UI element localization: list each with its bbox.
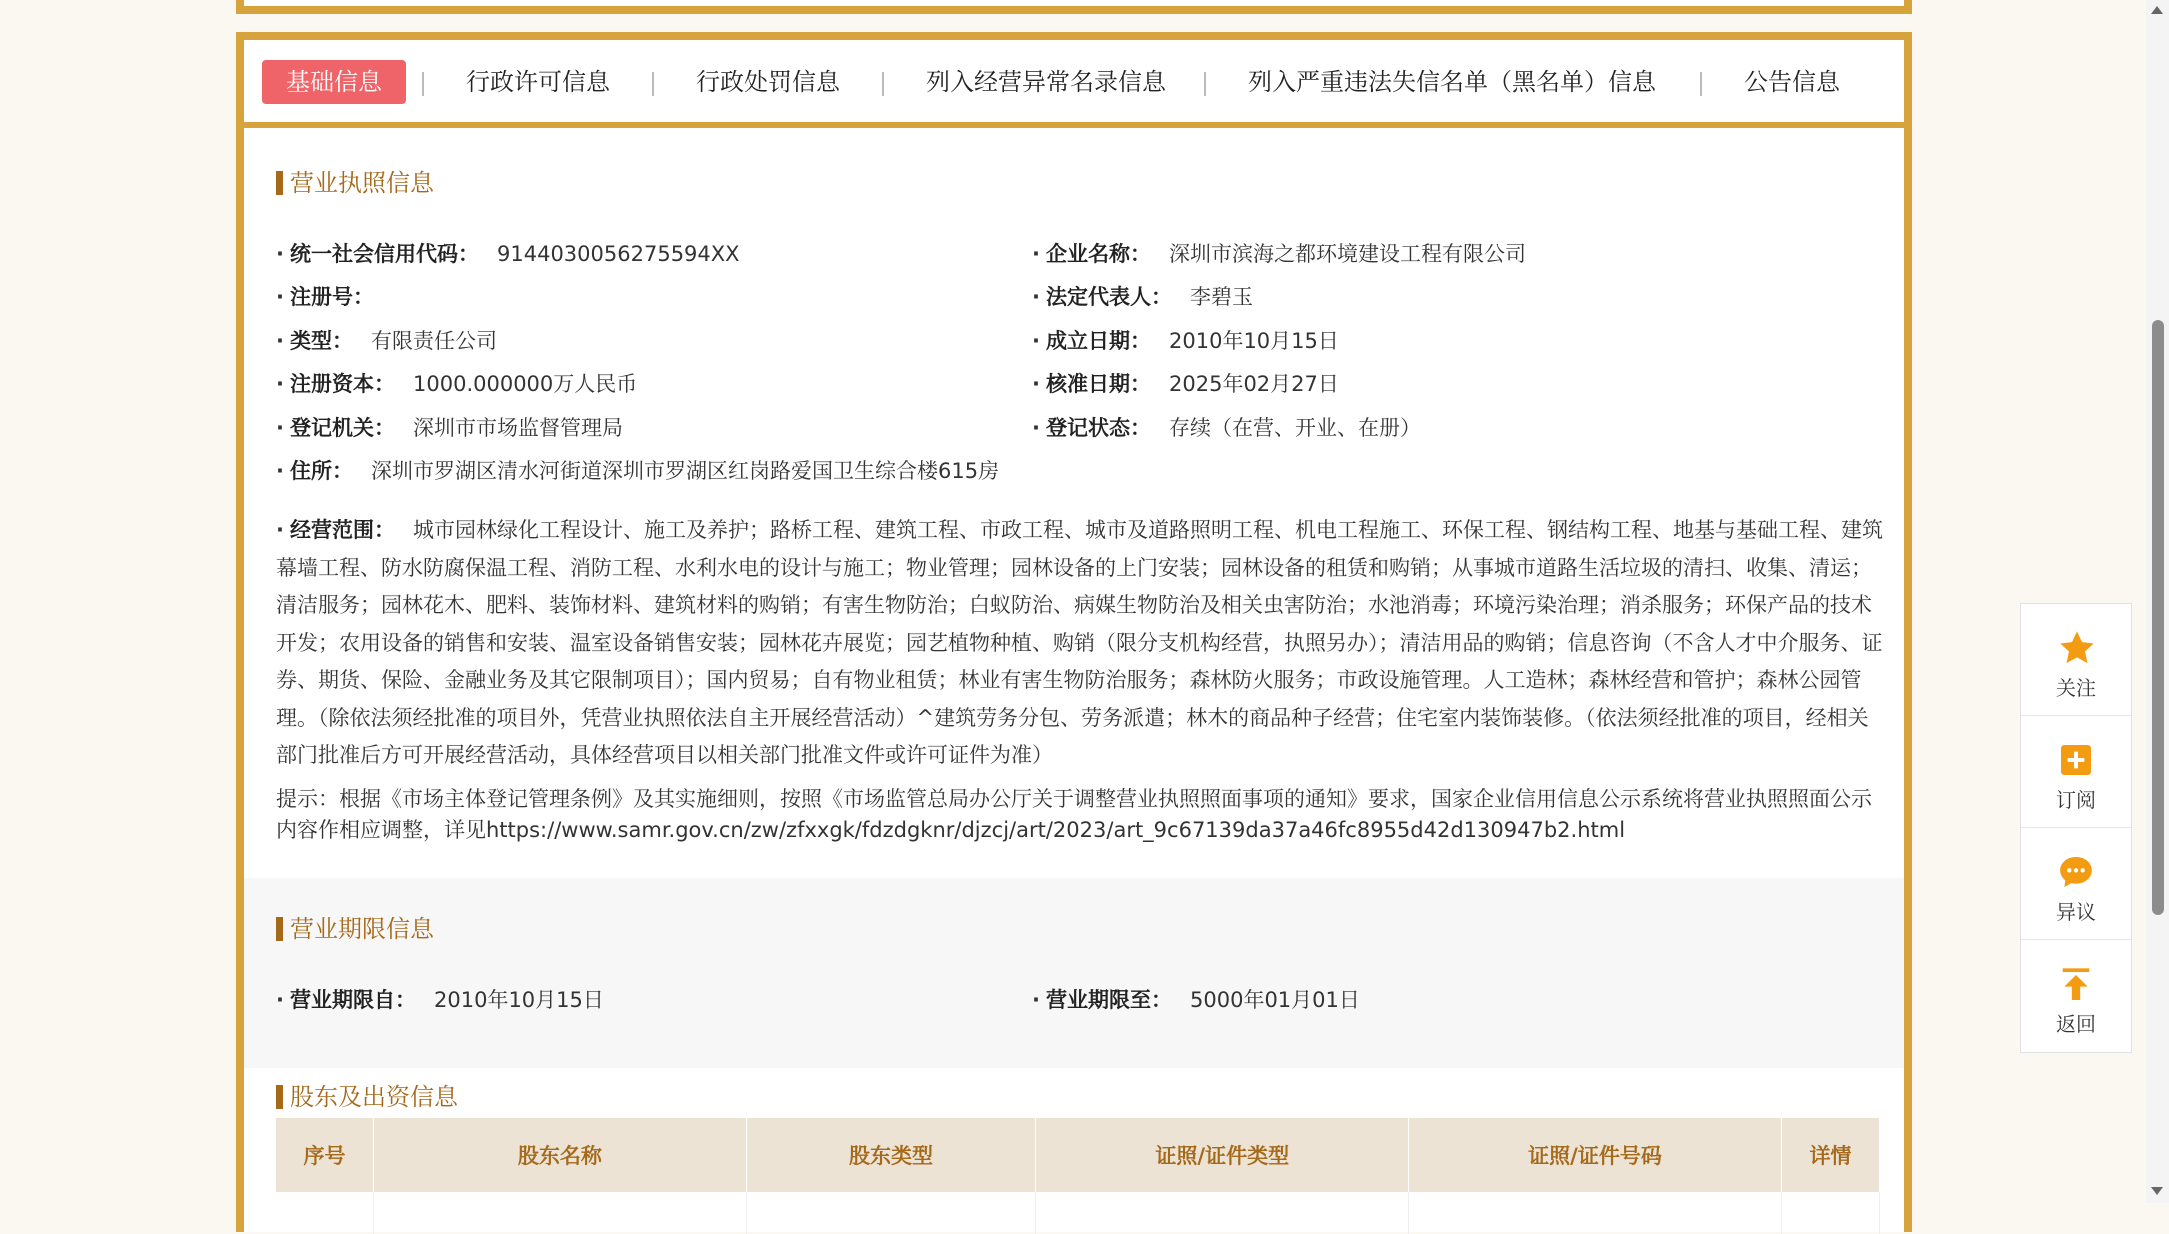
- follow-button[interactable]: [2021, 604, 2131, 716]
- subscribe-button[interactable]: [2021, 716, 2131, 828]
- type-label: 类型：: [290, 329, 353, 353]
- status-value: 存续（在营、开业、在册）: [1169, 416, 1421, 440]
- scrollbar-thumb[interactable]: [2152, 320, 2164, 915]
- approve-date-value: 2025年02月27日: [1169, 372, 1339, 396]
- scroll-down-arrow-icon[interactable]: [2151, 1187, 2163, 1195]
- tab-announcement[interactable]: 公告信息: [1744, 68, 1840, 96]
- address-value: 深圳市罗湖区清水河街道深圳市罗湖区红岗路爱国卫生综合楼615房: [371, 459, 1000, 483]
- est-date-label: 成立日期：: [1046, 329, 1151, 353]
- objection-label: 异议: [2056, 900, 2096, 924]
- tab-bar: [244, 40, 1904, 128]
- type-row: · 类型： 有限责任公司: [276, 329, 497, 353]
- tab-abnormal-list[interactable]: 列入经营异常名录信息: [926, 68, 1166, 96]
- tab-separator: [882, 72, 884, 96]
- tab-blacklist[interactable]: 列入严重违法失信名单（黑名单）信息: [1248, 68, 1656, 96]
- col-header-detail: 详情: [1781, 1118, 1879, 1192]
- plus-box-icon: [2056, 740, 2096, 780]
- address-row: · 住所： 深圳市罗湖区清水河街道深圳市罗湖区红岗路爱国卫生综合楼615房: [276, 459, 1000, 483]
- tab-admin-license[interactable]: 行政许可信息: [466, 68, 610, 96]
- objection-button[interactable]: [2021, 828, 2131, 940]
- authority-label: 登记机关：: [290, 416, 395, 440]
- term-to-label: 营业期限至：: [1046, 988, 1172, 1012]
- col-header-cert-no: 证照/证件号码: [1409, 1118, 1782, 1192]
- credit-code-label: 统一社会信用代码：: [290, 242, 479, 266]
- table-header-row: [276, 1118, 1880, 1192]
- main-card: [236, 32, 1912, 1232]
- legal-rep-value: 李碧玉: [1190, 285, 1253, 309]
- tab-separator: [1204, 72, 1206, 96]
- back-to-top-button[interactable]: [2021, 940, 2131, 1052]
- status-row: · 登记状态： 存续（在营、开业、在册）: [1032, 416, 1421, 440]
- scroll-up-arrow-icon[interactable]: [2151, 6, 2163, 14]
- capital-value: 1000.000000万人民币: [413, 372, 638, 396]
- approve-date-label: 核准日期：: [1046, 372, 1151, 396]
- est-date-row: · 成立日期： 2010年10月15日: [1032, 329, 1339, 353]
- tab-separator: [652, 72, 654, 96]
- arrow-up-icon: [2056, 964, 2096, 1006]
- term-to-value: 5000年01月01日: [1190, 988, 1360, 1012]
- previous-card-bottom: [236, 0, 1912, 14]
- table-row: [276, 1192, 1880, 1234]
- status-label: 登记状态：: [1046, 416, 1151, 440]
- tab-admin-penalty[interactable]: 行政处罚信息: [696, 68, 840, 96]
- term-from-label: 营业期限自：: [290, 988, 416, 1012]
- chat-bubble-icon: [2056, 852, 2096, 892]
- col-header-type: 股东类型: [746, 1118, 1036, 1192]
- col-header-name: 股东名称: [374, 1118, 747, 1192]
- business-scope: · 经营范围： 城市园林绿化工程设计、施工及养护；路桥工程、建筑工程、市政工程、城市及道路照明工程、机电工程施工、环保工程、钢结构工程、地基与基础工程、建筑幕墙工程、防水防腐保温工程、消防工程、水利水电的设计与施工；物业管理；园林设备的上门安装；园林设备的租赁和购销；从事城市道路生活垃圾的清扫、收集、清运；清洁服务；园林花木、肥料、装饰材料、建筑材料的购销；有害生物防治；白蚁防治、病媒生物防治及相关虫害防治；水池消毒；环境污染治理；消杀服务；环保产品的技术开发；农用设备的销售和安装、温室设备销售安装；园林花卉展览；园艺植物种植、购销（限分支机构经营，执照另办）；清洁用品的购销；信息咨询（不含人才中介服务、证券、期货、保险、金融业务及其它限制项目）；国内贸易；自有物业租赁；林业有害生物防治服务；森林防火服务；市政设施管理。人工造林；森林经营和管护；森林公园管理。（除依法须经批准的项目外，凭营业执照依法自主开展经营活动）^建筑劳务分包、劳务派遣；林木的商品种子经营；住宅室内装饰装修。（依法须经批准的项目，经相关部门批准后方可开展经营活动，具体经营项目以相关部门批准文件或许可证件为准）: [276, 518, 1883, 767]
- tab-basic-info[interactable]: 基础信息: [262, 60, 406, 104]
- authority-row: · 登记机关： 深圳市市场监督管理局: [276, 416, 623, 440]
- capital-label: 注册资本：: [290, 372, 395, 396]
- float-sidebar: [2020, 603, 2132, 1053]
- shareholders-table: [276, 1118, 1880, 1234]
- term-section-title: 营业期限信息: [276, 914, 434, 944]
- term-from-row: · 营业期限自： 2010年10月15日: [276, 988, 604, 1012]
- credit-code-row: · 统一社会信用代码： 9144030056275594XX: [276, 242, 740, 266]
- address-label: 住所：: [290, 459, 353, 483]
- star-icon: [2056, 628, 2098, 668]
- subscribe-label: 订阅: [2056, 788, 2096, 812]
- legal-rep-label: 法定代表人：: [1046, 285, 1172, 309]
- scope-label: 经营范围：: [290, 518, 395, 542]
- company-name-value: 深圳市滨海之都环境建设工程有限公司: [1169, 242, 1526, 266]
- back-label: 返回: [2056, 1012, 2096, 1036]
- reg-no-label: 注册号：: [290, 285, 374, 309]
- tab-separator: [422, 72, 424, 96]
- company-name-label: 企业名称：: [1046, 242, 1151, 266]
- term-section: [244, 878, 1904, 1068]
- legal-rep-row: · 法定代表人： 李碧玉: [1032, 285, 1253, 309]
- est-date-value: 2010年10月15日: [1169, 329, 1339, 353]
- follow-label: 关注: [2056, 676, 2096, 700]
- authority-value: 深圳市市场监督管理局: [413, 416, 623, 440]
- reg-no-row: · 注册号：: [276, 285, 374, 309]
- license-section-title: 营业执照信息: [276, 168, 434, 198]
- notice-hint: 提示：根据《市场主体登记管理条例》及其实施细则，按照《市场监管总局办公厅关于调整营业执照照面事项的通知》要求，国家企业信用信息公示系统将营业执照照面公示内容作相应调整，详见https://www.samr.gov.cn/zw/zfxxgk/fdzdgknr/djzcj/art/2023/art_9c67139da37a46fc8955d42d130947b2.html: [276, 787, 1872, 842]
- company-name-row: · 企业名称： 深圳市滨海之都环境建设工程有限公司: [1032, 242, 1526, 266]
- credit-code-value: 9144030056275594XX: [497, 242, 740, 266]
- shareholders-section-title: 股东及出资信息: [276, 1082, 458, 1112]
- term-to-row: · 营业期限至： 5000年01月01日: [1032, 988, 1360, 1012]
- col-header-cert-type: 证照/证件类型: [1036, 1118, 1409, 1192]
- term-from-value: 2010年10月15日: [434, 988, 604, 1012]
- tab-separator: [1700, 72, 1702, 96]
- col-header-no: 序号: [276, 1118, 374, 1192]
- approve-date-row: · 核准日期： 2025年02月27日: [1032, 372, 1339, 396]
- type-value: 有限责任公司: [371, 329, 497, 353]
- scope-value: 城市园林绿化工程设计、施工及养护；路桥工程、建筑工程、市政工程、城市及道路照明工程、机电工程施工、环保工程、钢结构工程、地基与基础工程、建筑幕墙工程、防水防腐保温工程、消防工程、水利水电的设计与施工；物业管理；园林设备的上门安装；园林设备的租赁和购销；从事城市道路生活垃圾的清扫、收集、清运；清洁服务；园林花木、肥料、装饰材料、建筑材料的购销；有害生物防治；白蚁防治、病媒生物防治及相关虫害防治；水池消毒；环境污染治理；消杀服务；环保产品的技术开发；农用设备的销售和安装、温室设备销售安装；园林花卉展览；园艺植物种植、购销（限分支机构经营，执照另办）；清洁用品的购销；信息咨询（不含人才中介服务、证券、期货、保险、金融业务及其它限制项目）；国内贸易；自有物业租赁；林业有害生物防治服务；森林防火服务；市政设施管理。人工造林；森林经营和管护；森林公园管理。（除依法须经批准的项目外，凭营业执照依法自主开展经营活动）^建筑劳务分包、劳务派遣；林木的商品种子经营；住宅室内装饰装修。（依法须经批准的项目，经相关部门批准后方可开展经营活动，具体经营项目以相关部门批准文件或许可证件为准）: [276, 518, 1883, 767]
- capital-row: · 注册资本： 1000.000000万人民币: [276, 372, 638, 396]
